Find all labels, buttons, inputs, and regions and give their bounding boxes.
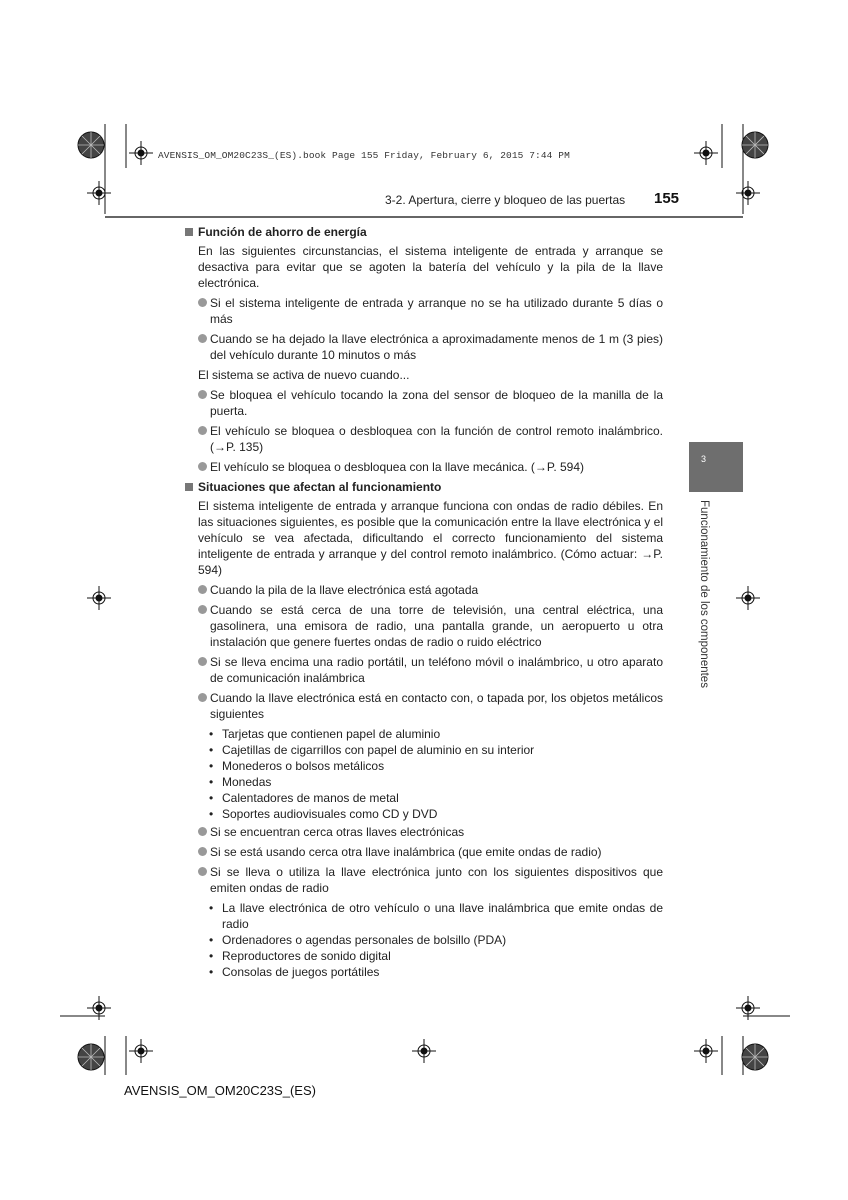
circle-bullet-icon xyxy=(198,390,207,399)
sub-list-item: • Consolas de juegos portátiles xyxy=(209,965,380,979)
sub-list-item: • Tarjetas que contienen papel de aluminio xyxy=(209,727,441,741)
sub-list-item: • Reproductores de sonido digital xyxy=(209,949,391,963)
sub-list-item: • Monederos o bolsos metálicos xyxy=(209,759,385,773)
list-item: El vehículo se bloquea o desbloquea con la llave mecánica. (→P. 594) xyxy=(198,459,663,475)
section-heading: Función de ahorro de energía xyxy=(185,224,663,240)
list-item: Cuando la llave electrónica está en contacto con, o tapada por, los objetos metálicos siguientes xyxy=(198,690,663,722)
sub-list-item: • Calentadores de manos de metal xyxy=(209,791,399,805)
paragraph: El sistema inteligente de entrada y arranque funciona con ondas de radio débiles. En las situaciones siguientes, es posible que la comunicación entre la llave electrónica y el vehículo se vea afectada, dificultando el correcto funcionamiento del sistema inteligente de entrada y arranque y del control remoto inalámbrico. (Cómo actuar: →P. 594) xyxy=(198,499,663,577)
sub-list-item: • La llave electrónica de otro vehículo o una llave inalámbrica que emite ondas de radio xyxy=(209,901,663,931)
circle-bullet-icon xyxy=(198,657,207,666)
circle-bullet-icon xyxy=(198,827,207,836)
circle-bullet-icon xyxy=(198,334,207,343)
circle-bullet-icon xyxy=(198,847,207,856)
section-heading: Situaciones que afectan al funcionamiento xyxy=(185,479,663,495)
list-item: Si se lleva o utiliza la llave electrónica junto con los siguientes dispositivos que emiten ondas de radio xyxy=(198,864,663,896)
square-bullet-icon xyxy=(185,228,193,236)
list-item: Si se está usando cerca otra llave inalámbrica (que emite ondas de radio) xyxy=(198,844,663,860)
list-item: Cuando se está cerca de una torre de televisión, una central eléctrica, una gasolinera, una emisora de radio, una pantalla grande, un aeropuerto u otra instalación que genere fuertes ondas de radio o ruido eléctrico xyxy=(198,602,663,650)
header-rule xyxy=(105,216,743,218)
paragraph: En las siguientes circunstancias, el sistema inteligente de entrada y arranque se desactiva para evitar que se agoten la batería del vehículo y la pila de la llave electrónica. xyxy=(198,244,663,290)
circle-bullet-icon xyxy=(198,585,207,594)
page-number: 155 xyxy=(654,190,680,207)
list-item: El vehículo se bloquea o desbloquea con la función de control remoto inalámbrico. (→P. 135) xyxy=(198,423,663,455)
list-item: Cuando se ha dejado la llave electrónica a aproximadamente menos de 1 m (3 pies) del vehículo durante 10 minutos o más xyxy=(198,331,663,363)
book-info-line: AVENSIS_OM_OM20C23S_(ES).book Page 155 Friday, February 6, 2015 7:44 PM xyxy=(158,150,570,161)
list-item: Si el sistema inteligente de entrada y arranque no se ha utilizado durante 5 días o más xyxy=(198,295,663,327)
chapter-side-title xyxy=(696,500,716,700)
chapter-tab xyxy=(689,442,743,492)
circle-bullet-icon xyxy=(198,605,207,614)
circle-bullet-icon xyxy=(198,867,207,876)
sub-list-item: • Soportes audiovisuales como CD y DVD xyxy=(209,807,438,821)
sub-list-item: • Monedas xyxy=(209,775,272,789)
list-item: Si se encuentran cerca otras llaves electrónicas xyxy=(198,824,663,840)
list-item: Si se lleva encima una radio portátil, un teléfono móvil o inalámbrico, u otro aparato de comunicación inalámbrica xyxy=(198,654,663,686)
running-header: 3-2. Apertura, cierre y bloqueo de las puertas xyxy=(385,193,626,207)
circle-bullet-icon xyxy=(198,298,207,307)
sub-list-item: • Ordenadores o agendas personales de bolsillo (PDA) xyxy=(209,933,507,947)
list-item: Cuando la pila de la llave electrónica está agotada xyxy=(198,582,663,598)
chapter-number: 3 xyxy=(701,454,707,464)
circle-bullet-icon xyxy=(198,693,207,702)
circle-bullet-icon xyxy=(198,462,207,471)
chapter-title: Funcionamiento de los componentes xyxy=(698,500,710,688)
circle-bullet-icon xyxy=(198,426,207,435)
square-bullet-icon xyxy=(185,483,193,491)
sub-list xyxy=(185,726,663,822)
sub-list-item: • Cajetillas de cigarrillos con papel de aluminio en su interior xyxy=(209,743,535,757)
paragraph: El sistema se activa de nuevo cuando... xyxy=(198,368,410,382)
footer-code: AVENSIS_OM_OM20C23S_(ES) xyxy=(124,1083,316,1098)
list-item: Se bloquea el vehículo tocando la zona del sensor de bloqueo de la manilla de la puerta. xyxy=(198,387,663,419)
sub-list xyxy=(185,900,663,980)
page-content xyxy=(185,224,663,982)
